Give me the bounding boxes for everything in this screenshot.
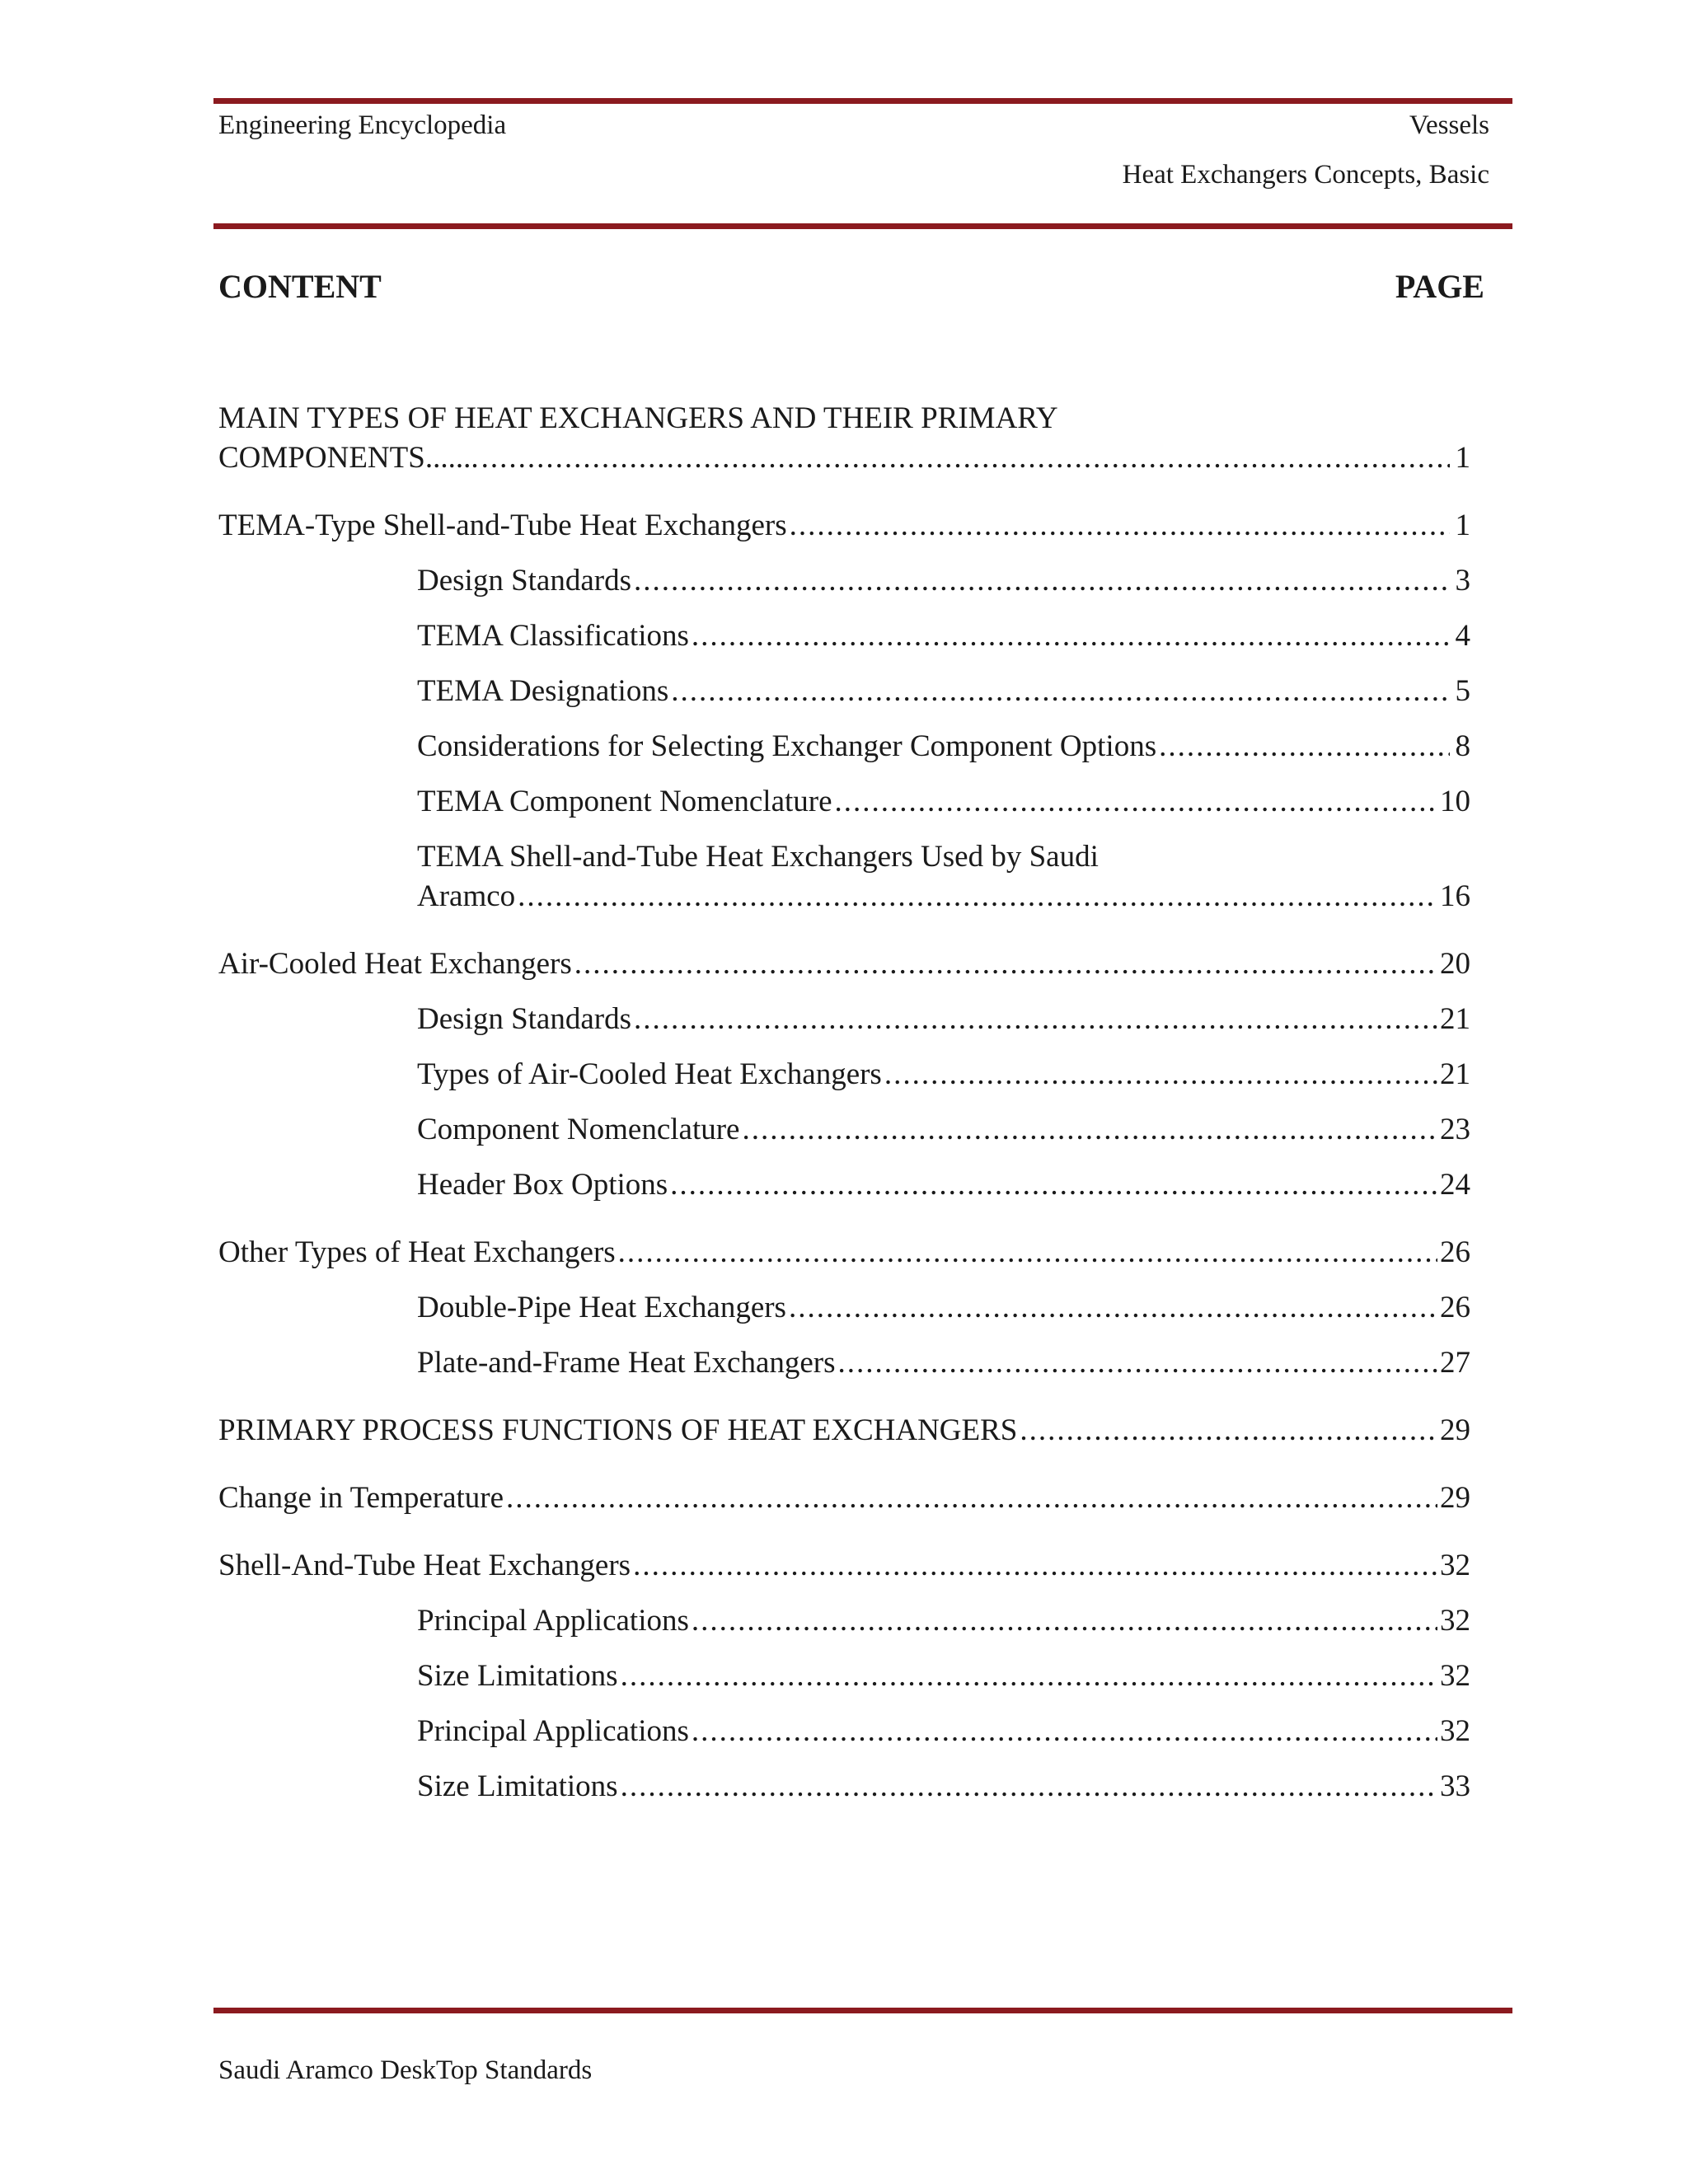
toc-entry-page-number: 4 <box>1455 619 1470 653</box>
dot-leader <box>789 1288 1437 1328</box>
toc-entry-title: Air-Cooled Heat Exchangers <box>218 947 572 981</box>
toc-entry[interactable] <box>218 1110 1470 1150</box>
toc-entry[interactable] <box>218 1601 1470 1641</box>
dot-leader <box>621 1767 1437 1807</box>
toc-entry-title: Component Nomenclature <box>417 1113 740 1146</box>
header-rule-top <box>213 98 1512 104</box>
toc-entry[interactable] <box>218 1546 1470 1586</box>
toc-entry-page-number: 32 <box>1440 1549 1470 1582</box>
toc-entry-title: TEMA Classifications <box>417 619 689 653</box>
dot-leader <box>790 506 1450 546</box>
dot-leader <box>618 1233 1437 1272</box>
header-subsection: Heat Exchangers Concepts, Basic <box>1122 160 1489 190</box>
toc-entry-title: TEMA Component Nomenclature <box>417 785 832 818</box>
toc-entry-title: Design Standards <box>417 564 631 598</box>
toc-entry-page-number: 21 <box>1440 1002 1470 1036</box>
toc-entry-page-number: 32 <box>1440 1604 1470 1638</box>
toc-entry-page-number: 32 <box>1440 1659 1470 1693</box>
toc-entry-title: Size Limitations <box>417 1769 618 1803</box>
toc-entry-page-number: 33 <box>1440 1769 1470 1803</box>
toc-entry-title: COMPONENTS....... <box>218 441 479 475</box>
toc-entry-page-number: 23 <box>1440 1113 1470 1146</box>
dot-leader <box>1159 727 1450 766</box>
dot-leader <box>884 1055 1437 1094</box>
footer-rule <box>213 2008 1512 2013</box>
toc-entry[interactable] <box>218 438 1470 478</box>
toc-entry-page-number: 3 <box>1455 564 1470 598</box>
dot-leader <box>742 1110 1437 1150</box>
toc-entry-page-number: 26 <box>1440 1291 1470 1324</box>
table-of-contents <box>218 399 1470 1807</box>
toc-entry[interactable] <box>218 1288 1470 1328</box>
toc-entry[interactable] <box>218 506 1470 546</box>
toc-entry-title: TEMA Shell-and-Tube Heat Exchangers Used by Saudi <box>417 840 1099 874</box>
toc-entry-page-number: 1 <box>1455 441 1470 475</box>
toc-entry-title: Principal Applications <box>417 1714 689 1748</box>
dot-leader <box>634 1000 1437 1039</box>
dot-leader <box>838 1343 1437 1383</box>
dot-leader <box>481 438 1450 478</box>
toc-entry-title: Double-Pipe Heat Exchangers <box>417 1291 786 1324</box>
toc-entry-title: Size Limitations <box>417 1659 618 1693</box>
toc-entry-page-number: 20 <box>1440 947 1470 981</box>
toc-entry-title: MAIN TYPES OF HEAT EXCHANGERS AND THEIR PRIMARY <box>218 401 1058 435</box>
toc-entry-page-number: 27 <box>1440 1346 1470 1380</box>
toc-entry[interactable] <box>218 1657 1470 1696</box>
toc-entry-title: TEMA-Type Shell-and-Tube Heat Exchangers <box>218 509 787 542</box>
toc-entry-title: Aramco <box>417 879 516 913</box>
toc-entry[interactable] <box>218 1343 1470 1383</box>
dot-leader <box>1020 1411 1437 1451</box>
dot-leader <box>633 1546 1437 1586</box>
toc-entry-title: Other Types of Heat Exchangers <box>218 1235 616 1269</box>
dot-leader <box>621 1657 1437 1696</box>
toc-entry[interactable] <box>218 1767 1470 1807</box>
toc-entry-page-number: 5 <box>1455 674 1470 708</box>
dot-leader <box>692 1712 1437 1751</box>
toc-entry-page-number: 29 <box>1440 1413 1470 1447</box>
dot-leader <box>835 782 1437 822</box>
toc-entry-line <box>218 837 1470 877</box>
toc-entry[interactable] <box>218 1411 1470 1451</box>
toc-entry-page-number: 29 <box>1440 1481 1470 1515</box>
toc-entry-title: Plate-and-Frame Heat Exchangers <box>417 1346 836 1380</box>
toc-entry[interactable] <box>218 1000 1470 1039</box>
toc-entry[interactable] <box>218 616 1470 656</box>
toc-entry-page-number: 10 <box>1440 785 1470 818</box>
header-title: Engineering Encyclopedia <box>218 110 507 140</box>
toc-entry[interactable] <box>218 672 1470 711</box>
toc-entry-page-number: 8 <box>1455 729 1470 763</box>
toc-entry-page-number: 24 <box>1440 1168 1470 1202</box>
dot-leader <box>518 877 1437 916</box>
toc-entry[interactable] <box>218 561 1470 601</box>
toc-entry-page-number: 16 <box>1440 879 1470 913</box>
toc-entry[interactable] <box>218 1712 1470 1751</box>
toc-entry-title: Types of Air-Cooled Heat Exchangers <box>417 1057 882 1091</box>
footer-text: Saudi Aramco DeskTop Standards <box>218 2055 593 2085</box>
toc-entry-title: Design Standards <box>417 1002 631 1036</box>
toc-entry[interactable] <box>218 727 1470 766</box>
toc-entry-title: Shell-And-Tube Heat Exchangers <box>218 1549 631 1582</box>
page-column-heading: PAGE <box>1395 268 1484 305</box>
toc-entry-title: TEMA Designations <box>417 674 669 708</box>
toc-entry[interactable] <box>218 877 1470 916</box>
toc-entry-title: Header Box Options <box>417 1168 668 1202</box>
dot-leader <box>574 944 1437 984</box>
toc-entry[interactable] <box>218 1233 1470 1272</box>
dot-leader <box>670 1165 1437 1205</box>
toc-entry[interactable] <box>218 1055 1470 1094</box>
header-rule-bottom <box>213 223 1512 229</box>
toc-entry-page-number: 32 <box>1440 1714 1470 1748</box>
dot-leader <box>506 1479 1437 1518</box>
toc-entry-page-number: 21 <box>1440 1057 1470 1091</box>
toc-entry-line <box>218 399 1470 438</box>
toc-entry-page-number: 26 <box>1440 1235 1470 1269</box>
toc-entry-title: Principal Applications <box>417 1604 689 1638</box>
dot-leader <box>671 672 1450 711</box>
toc-entry-title: Considerations for Selecting Exchanger Component Options <box>417 729 1157 763</box>
dot-leader <box>692 1601 1437 1641</box>
header-section: Vessels <box>1409 110 1489 140</box>
toc-entry[interactable] <box>218 944 1470 984</box>
content-column-heading: CONTENT <box>218 268 382 305</box>
toc-entry-title: PRIMARY PROCESS FUNCTIONS OF HEAT EXCHANGERS <box>218 1413 1018 1447</box>
dot-leader <box>692 616 1450 656</box>
toc-entry-title: Change in Temperature <box>218 1481 504 1515</box>
toc-entry-page-number: 1 <box>1455 509 1470 542</box>
toc-entry[interactable] <box>218 1165 1470 1205</box>
toc-entry[interactable] <box>218 1479 1470 1518</box>
dot-leader <box>634 561 1450 601</box>
toc-entry[interactable] <box>218 782 1470 822</box>
